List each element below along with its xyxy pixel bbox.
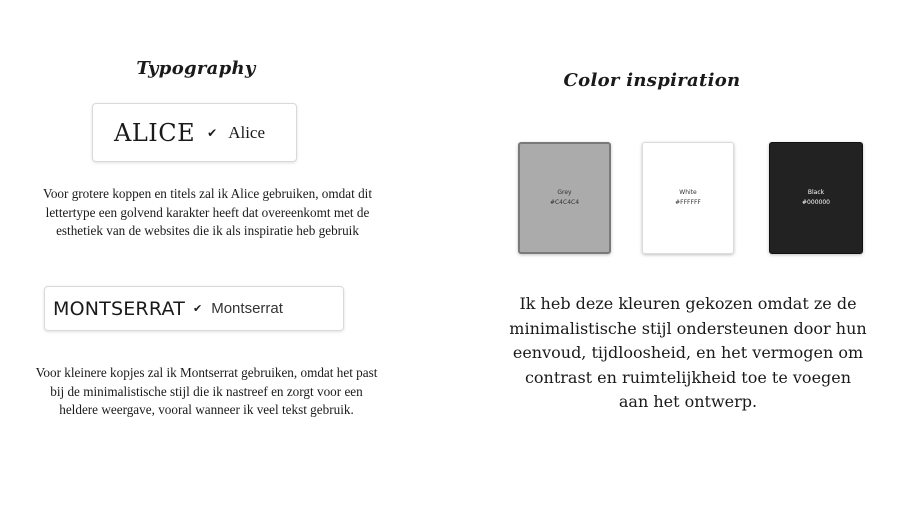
alice-description: Voor grotere koppen en titels zal ik Alice gebruiken, omdat dit lettertype een golvend karakter heeft dat overeenkomt met de esthetiek van de websites die ik als inspiratie heb gebruik (43, 186, 372, 238)
montserrat-font-card (44, 286, 344, 331)
swatch-black-hex: #000000 (802, 199, 830, 206)
montserrat-font-name: Montserrat (211, 300, 283, 317)
swatch-grey-name: Grey (557, 189, 572, 196)
check-icon: ✔ (193, 302, 203, 315)
montserrat-display-text: MONTSERRAT (53, 297, 185, 320)
check-icon: ✔ (207, 125, 218, 140)
swatch-grey (518, 142, 611, 254)
alice-font-name: Alice (228, 122, 266, 142)
color-description: Ik heb deze kleuren gekozen omdat ze de minimalistische stijl ondersteunen door hun eenvoud, tijdloosheid, en het vermogen om contrast en ruimtelijkheid toe te voegen aan het ontwerp. (509, 294, 867, 411)
montserrat-description: Voor kleinere kopjes zal ik Montserrat gebruiken, omdat het past bij de minimalistische stijl die ik nastreef en zorgt voor een heldere weergave, vooral wanneer ik veel tekst gebruik. (35, 365, 378, 417)
swatch-white (642, 142, 734, 254)
color-inspiration-heading: Color inspiration (563, 70, 741, 91)
swatch-white-name: White (679, 189, 697, 196)
typography-heading: Typography (136, 58, 256, 79)
alice-display-text: ALICE (114, 118, 196, 147)
swatch-black-name: Black (807, 189, 825, 196)
swatch-black (769, 142, 863, 254)
swatch-white-hex: #FFFFFF (675, 199, 701, 206)
swatch-grey-hex: #C4C4C4 (549, 199, 580, 206)
alice-font-card (92, 103, 297, 162)
